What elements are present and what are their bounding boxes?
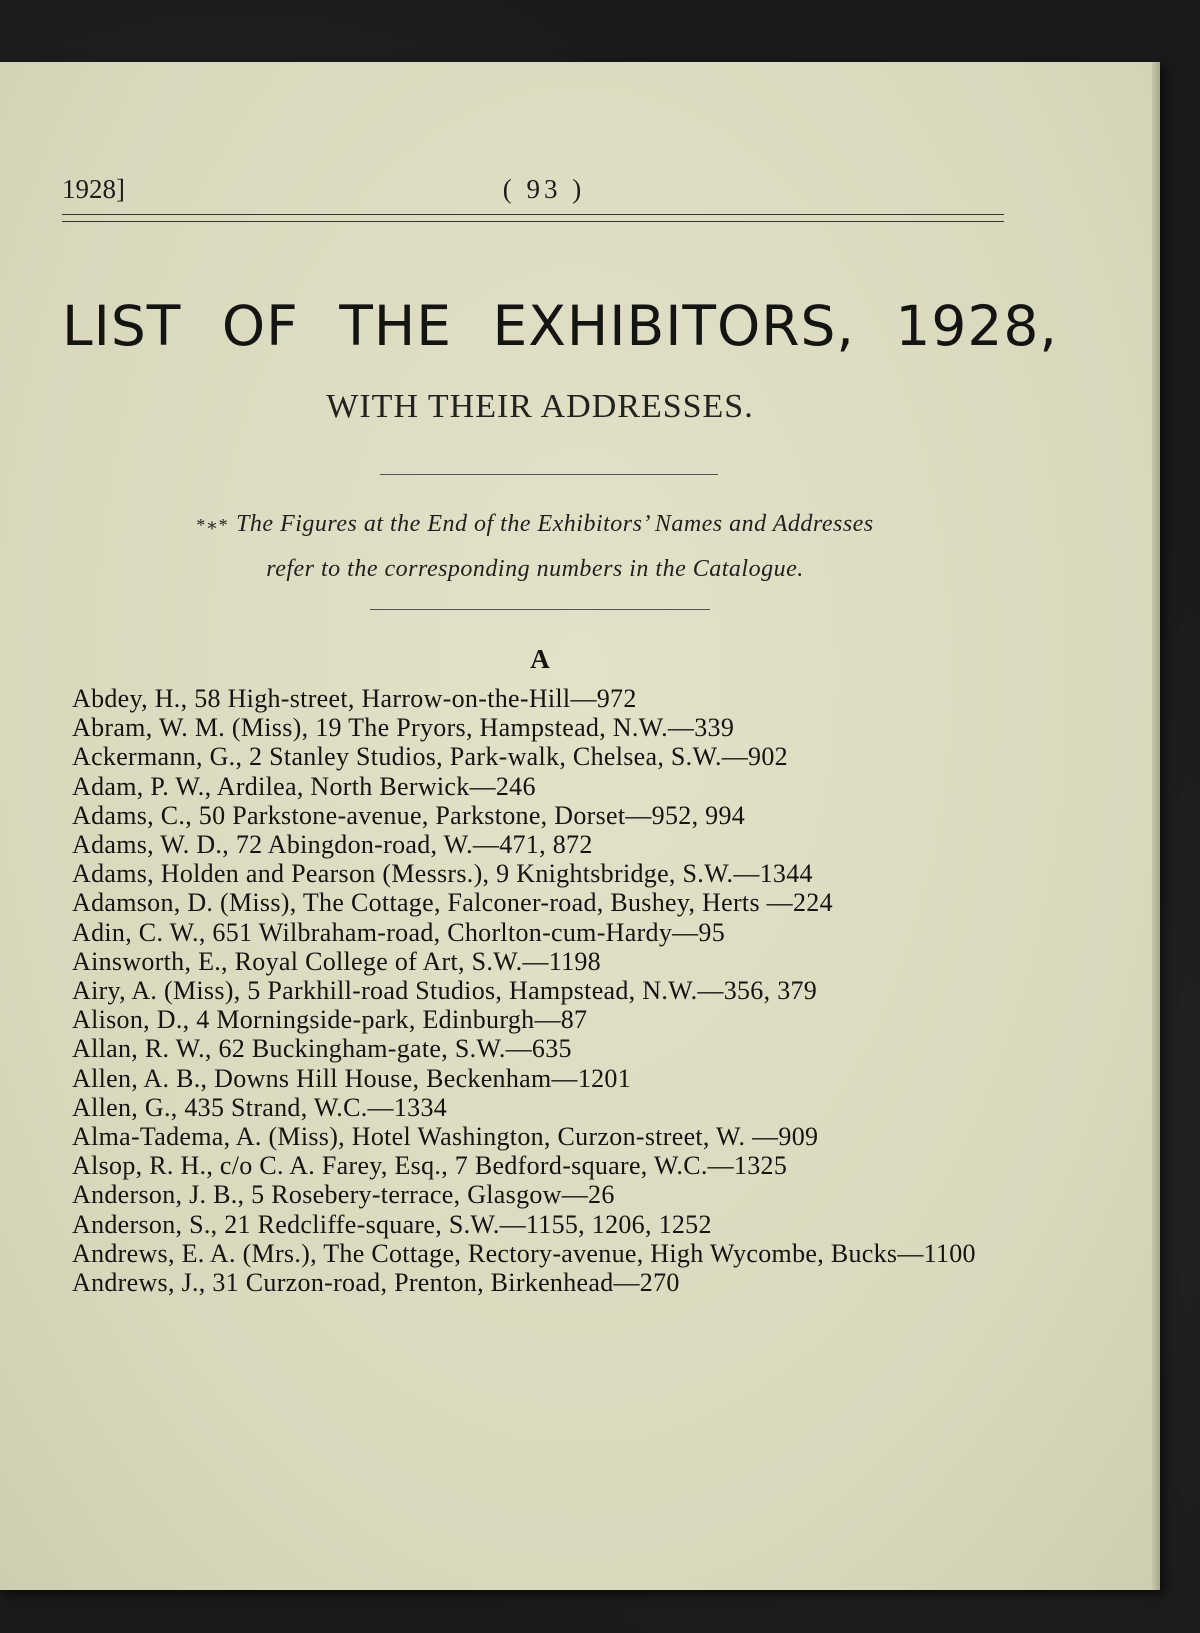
page-number: ( 93 ) [502, 174, 586, 204]
exhibitor-entry: Anderson, S., 21 Redcliffe-square, S.W.—1155, 1206, 1252 [72, 1209, 712, 1239]
catalogue-note [60, 502, 1010, 591]
exhibitor-entry: Adams, Holden and Pearson (Messrs.), 9 Knightsbridge, S.W.—1344 [72, 859, 813, 889]
exhibitor-entry: Adams, W. D., 72 Abingdon-road, W.—471, 872 [72, 830, 593, 860]
running-head [62, 174, 1002, 214]
exhibitor-entry: Adamson, D. (Miss), The Cottage, Falconer-road, Bushey, Herts —224 [72, 888, 833, 918]
page-title: LIST OF THE EXHIBITORS, 1928, [62, 294, 1058, 358]
divider-top [380, 474, 718, 475]
asterism-icon: *∗* [196, 515, 229, 535]
exhibitor-entry: Abdey, H., 58 High-street, Harrow-on-the-Hill—972 [72, 684, 637, 713]
exhibitor-entry: Andrews, E. A. (Mrs.), The Cottage, Rectory-avenue, High Wycombe, Bucks—1100 [72, 1238, 976, 1268]
exhibitor-entry: Alison, D., 4 Morningside-park, Edinburgh—87 [72, 1005, 588, 1035]
double-rule [62, 214, 1004, 222]
note-line-1 [60, 502, 1010, 547]
divider-bottom [370, 609, 710, 610]
exhibitor-entry: Ainsworth, E., Royal College of Art, S.W.—1198 [72, 946, 601, 976]
note-line-2: refer to the corresponding numbers in the Catalogue. [266, 556, 804, 582]
exhibitor-list [72, 684, 1042, 1297]
exhibitor-entry: Anderson, J. B., 5 Rosebery-terrace, Glasgow—26 [72, 1180, 615, 1210]
section-letter: A [530, 644, 550, 674]
exhibitor-entry: Alsop, R. H., c/o C. A. Farey, Esq., 7 Bedford-square, W.C.—1325 [72, 1151, 788, 1181]
exhibitor-entry: Abram, W. M. (Miss), 19 The Pryors, Hampstead, N.W.—339 [72, 713, 735, 743]
exhibitor-entry: Allen, A. B., Downs Hill House, Beckenham—1201 [72, 1063, 632, 1093]
page-edge [1152, 62, 1160, 1590]
exhibitor-entry: Adin, C. W., 651 Wilbraham-road, Chorlton-cum-Hardy—95 [72, 917, 726, 947]
book-page [0, 62, 1160, 1590]
page-subtitle: WITH THEIR ADDRESSES. [326, 388, 754, 425]
exhibitor-entry: Ackermann, G., 2 Stanley Studios, Park-walk, Chelsea, S.W.—902 [72, 742, 788, 772]
exhibitor-entry: Andrews, J., 31 Curzon-road, Prenton, Birkenhead—270 [72, 1268, 680, 1298]
note-text-1: The Figures at the End of the Exhibitors’ Names and Addresses [236, 511, 874, 537]
exhibitor-entry: Allen, G., 435 Strand, W.C.—1334 [72, 1092, 448, 1122]
exhibitor-entry: Adams, C., 50 Parkstone-avenue, Parkstone, Dorset—952, 994 [72, 800, 746, 830]
exhibitor-entry: Adam, P. W., Ardilea, North Berwick—246 [72, 771, 536, 801]
exhibitor-entry: Airy, A. (Miss), 5 Parkhill-road Studios, Hampstead, N.W.—356, 379 [72, 976, 818, 1006]
year-mark: 1928] [62, 174, 125, 204]
exhibitor-entry: Allan, R. W., 62 Buckingham-gate, S.W.—635 [72, 1034, 572, 1064]
exhibitor-entry: Alma-Tadema, A. (Miss), Hotel Washington, Curzon-street, W. —909 [72, 1122, 819, 1152]
